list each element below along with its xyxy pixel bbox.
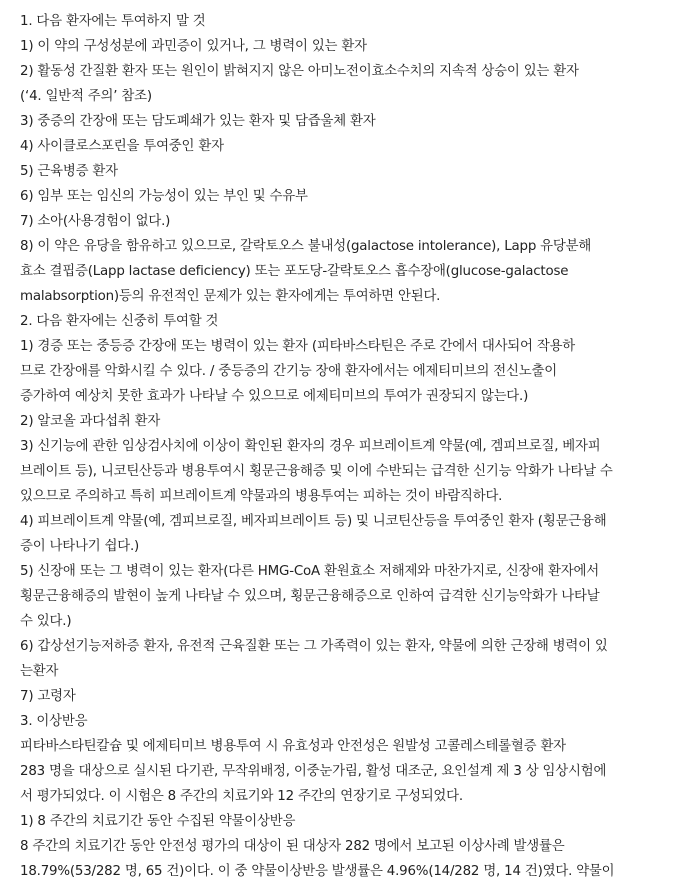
text-line: 브레이트 등), 니코틴산등과 병용투여시 횡문근융해증 및 이에 수반되는 급격한 신기능 악화가 나타날 수: [20, 464, 613, 479]
text-line: 8) 이 약은 유당을 함유하고 있으므로, 갈락토오스 불내성(galactose intolerance), Lapp 유당분해: [20, 239, 592, 254]
text-line: 효소 결핍증(Lapp lactase deficiency) 또는 포도당-갈락토오스 흡수장애(glucose-galactose: [20, 264, 569, 279]
text-line: 횡문근융해증의 발현이 높게 나타날 수 있으며, 횡문근융해증으로 인하여 급격한 신기능악화가 나타날: [20, 589, 600, 604]
text-line: 6) 임부 또는 임신의 가능성이 있는 부인 및 수유부: [20, 189, 308, 204]
section-heading-adverse-reactions: 3. 이상반응: [20, 714, 88, 729]
text-line: 있으므로 주의하고 특히 피브레이트계 약물과의 병용투여는 피하는 것이 바람직하다.: [20, 489, 503, 504]
text-line: malabsorption)등의 유전적인 문제가 있는 환자에게는 투여하면 안된다.: [20, 289, 441, 304]
text-line: 1) 8 주간의 치료기간 동안 수집된 약물이상반응: [20, 814, 296, 829]
text-line: (‘4. 일반적 주의’ 참조): [20, 89, 152, 104]
text-line: 피타바스타틴칼슘 및 에제티미브 병용투여 시 유효성과 안전성은 원발성 고콜레스테롤혈증 환자: [20, 739, 566, 754]
text-line: 3) 중증의 간장애 또는 담도폐쇄가 있는 환자 및 담즙울체 환자: [20, 114, 376, 129]
text-line: 2) 알코올 과다섭취 환자: [20, 414, 161, 429]
text-line: 4) 피브레이트계 약물(예, 겜피브로질, 베자피브레이트 등) 및 니코틴산등을 투여중인 환자 (횡문근융해: [20, 514, 607, 529]
text-line: 6) 갑상선기능저하증 환자, 유전적 근육질환 또는 그 가족력이 있는 환자, 약물에 의한 근장해 병력이 있: [20, 639, 608, 654]
text-line: 7) 소아(사용경험이 없다.): [20, 214, 171, 229]
text-line: 4) 사이클로스포린을 투여중인 환자: [20, 139, 224, 154]
document-body: [20, 9, 686, 884]
text-line: 8 주간의 치료기간 동안 안전성 평가의 대상이 된 대상자 282 명에서 보고된 이상사례 발생률은: [20, 839, 565, 854]
section-heading-contraindications: 1. 다음 환자에는 투여하지 말 것: [20, 14, 206, 29]
text-line: 7) 고령자: [20, 689, 76, 704]
text-line: 3) 신기능에 관한 임상검사치에 이상이 확인된 환자의 경우 피브레이트계 약물(예, 겜피브로질, 베자피: [20, 439, 601, 454]
text-line: 2) 활동성 간질환 환자 또는 원인이 밝혀지지 않은 아미노전이효소수치의 지속적 상승이 있는 환자: [20, 64, 579, 79]
text-line: 증가하여 예상치 못한 효과가 나타날 수 있으므로 에제티미브의 투여가 권장되지 않는다.): [20, 389, 529, 404]
text-line: 5) 근육병증 환자: [20, 164, 118, 179]
text-line: 18.79%(53/282 명, 65 건)이다. 이 중 약물이상반응 발생률은 4.96%(14/282 명, 14 건)였다. 약물이: [20, 864, 615, 879]
text-line: 서 평가되었다. 이 시험은 8 주간의 치료기와 12 주간의 연장기로 구성되었다.: [20, 789, 463, 804]
text-line: 5) 신장애 또는 그 병력이 있는 환자(다른 HMG-CoA 환원효소 저해제와 마찬가지로, 신장애 환자에서: [20, 564, 599, 579]
section-heading-caution: 2. 다음 환자에는 신중히 투여할 것: [20, 314, 219, 329]
text-line: 1) 이 약의 구성성분에 과민증이 있거나, 그 병력이 있는 환자: [20, 39, 367, 54]
text-line: 증이 나타나기 쉽다.): [20, 539, 140, 554]
text-line: 1) 경증 또는 중등증 간장애 또는 병력이 있는 환자 (피타바스타틴은 주로 간에서 대사되어 작용하: [20, 339, 576, 354]
text-line: 283 명을 대상으로 실시된 다기관, 무작위배정, 이중눈가림, 활성 대조군, 요인설계 제 3 상 임상시험에: [20, 764, 607, 779]
text-line: 수 있다.): [20, 614, 72, 629]
text-line: 므로 간장애를 악화시킬 수 있다. / 중등증의 간기능 장애 환자에서는 에제티미브의 전신노출이: [20, 364, 557, 379]
text-line: 는환자: [20, 664, 59, 679]
